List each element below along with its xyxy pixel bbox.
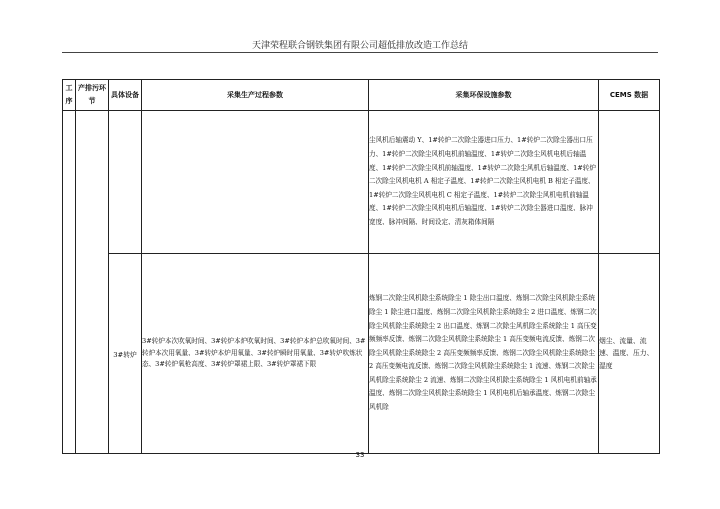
env-params-cell: 尘风机后轴震动 Y、1#转炉二次除尘器进口压力、1#转炉二次除尘器出口压力、1#转炉二次除尘风机电机前轴温度、1#转炉二次除尘风机电机后轴温度、1#转炉二次除尘风机前轴温度、1#转炉二次除尘风机后轴温度、1#转炉二次除尘风机电机 A 相定子温度、1#转炉二次除尘风机电机 B 相定子温度、1#转炉二次除尘风机电机 C 相定子温度、1#转炉二次除尘风机电机前轴温度、1#转炉二次除尘风机电机后轴温度、1#转炉二次除尘器进口温度、脉冲宽度、脉冲间隔、时间设定、清灰箱体间隔 — [369, 111, 599, 254]
col-header-emission-stage: 产排污环节 — [76, 80, 109, 111]
header-divider — [62, 52, 658, 53]
cems-data-cell: 烟尘、流量、流速、温度、压力、湿度 — [599, 254, 660, 454]
equipment-cell-empty — [109, 111, 142, 254]
process-cell — [63, 111, 76, 454]
table-row — [63, 254, 660, 454]
col-header-env-params: 采集环保设施参数 — [369, 80, 599, 111]
table-row — [63, 111, 660, 254]
production-params-cell-empty — [142, 111, 369, 254]
col-header-equipment: 具体设备 — [109, 80, 142, 111]
col-header-cems: CEMS 数据 — [599, 80, 660, 111]
table-header-row — [63, 80, 660, 111]
equipment-cell: 3#转炉 — [109, 254, 142, 454]
page-number: 33 — [355, 451, 365, 459]
data-collection-table — [62, 79, 660, 454]
page-header-title: 天津荣程联合钢铁集团有限公司超低排放改造工作总结 — [251, 41, 468, 51]
env-params-cell: 炼钢二次除尘风机除尘系统除尘 1 除尘出口温度、炼钢二次除尘风机除尘系统除尘 1 除尘进口温度、炼钢二次除尘风机除尘系统除尘 2 进口温度、炼钢二次除尘风机除尘系统除尘 2 出口温度、炼钢二次除尘风机除尘系统除尘 1 高压变频频率反馈、炼钢二次除尘风机除尘系统除尘 1 高压变频电流反馈、炼钢二次除尘风机除尘系统除尘 2 高压变频频率反馈、炼钢二次除尘风机除尘系统除尘 2 高压变频电流反馈、炼钢二次除尘风机除尘系统除尘 1 流速、炼钢二次除尘风机除尘系统除尘 2 流速、炼钢二次除尘风机除尘系统除尘 1 风机电机前轴承温度、炼钢二次除尘风机除尘系统除尘 1 风机电机后轴承温度、炼钢二次除尘风机除 — [369, 254, 599, 454]
emission-stage-cell — [76, 111, 109, 454]
col-header-production-params: 采集生产过程参数 — [142, 80, 369, 111]
cems-cell-empty — [599, 111, 660, 254]
production-params-cell: 3#转炉本次吹氧时间、3#转炉本炉吹氧时间、3#转炉本炉总吹氧时间、3#转炉本次用氧量、3#转炉本炉用氧量、3#转炉瞬时用氧量、3#转炉吹炼状态、3#转炉氧枪高度、3#转炉罩裙上限、3#转炉罩裙下限 — [142, 254, 369, 454]
col-header-process: 工序 — [63, 80, 76, 111]
